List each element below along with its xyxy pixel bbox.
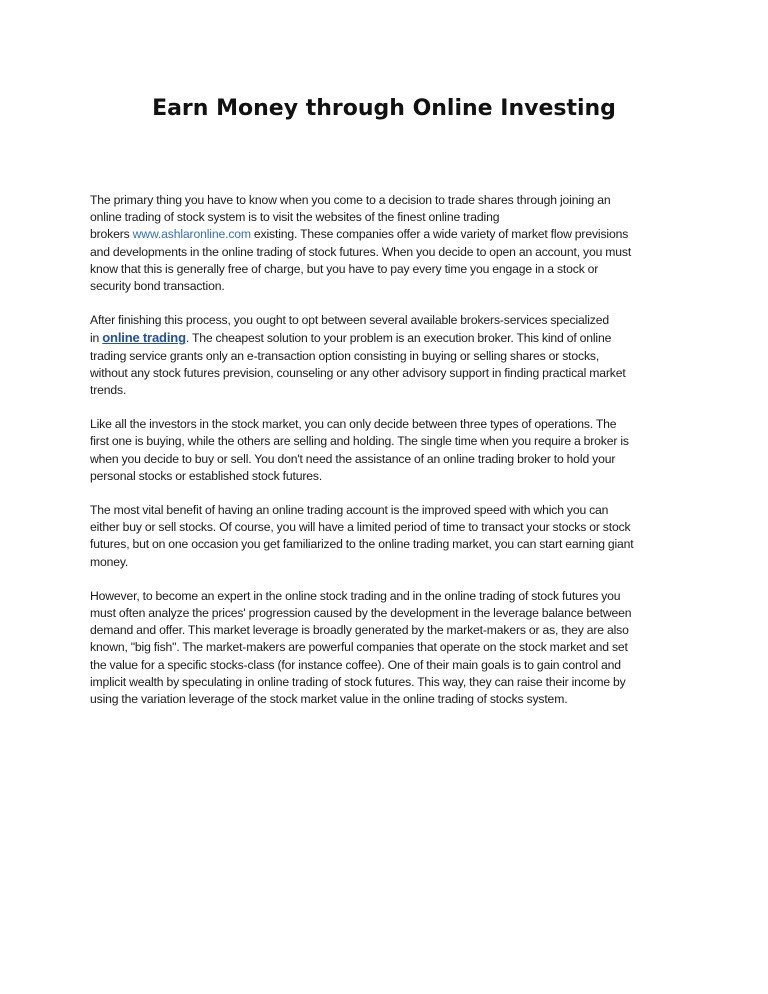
text-line: futures, but on one occasion you get familiarized to the online trading market, you can start earning giant: [90, 537, 634, 552]
text-segment: brokers: [90, 227, 133, 242]
text-line: money.: [90, 554, 129, 569]
document-body: [90, 192, 682, 725]
text-line: know that this is generally free of charge, but you have to pay every time you engage in a stock or: [90, 261, 599, 276]
text-line: first one is buying, while the others are selling and holding. The single time when you require a broker is: [90, 434, 629, 449]
text-line: without any stock futures prevision, counseling or any other advisory support in finding practical market: [90, 365, 626, 380]
paragraph-1: [90, 192, 682, 295]
text-line: The most vital benefit of having an online trading account is the improved speed with which you can: [90, 503, 609, 518]
text-line: However, to become an expert in the online stock trading and in the online trading of stock futures you: [90, 588, 621, 603]
paragraph-3: [90, 416, 682, 485]
text-line: The primary thing you have to know when you come to a decision to trade shares through joining an: [90, 193, 611, 207]
text-line: [90, 226, 682, 243]
paragraph-2: [90, 312, 682, 399]
text-segment: . The cheapest solution to your problem is an execution broker. This kind of online: [185, 331, 612, 346]
text-line: when you decide to buy or sell. You don't need the assistance of an online trading broker to hold your: [90, 451, 616, 466]
text-line: known, "big fish". The market-makers are powerful companies that operate on the stock market and set: [90, 640, 628, 655]
text-line: [90, 329, 682, 347]
text-segment: in: [90, 331, 103, 346]
paragraph-5: [90, 588, 682, 708]
text-line: After finishing this process, you ought to opt between several available brokers-services specialized: [90, 313, 609, 328]
text-line: implicit wealth by speculating in online trading of stock futures. This way, they can raise their income by: [90, 674, 626, 689]
page-title: Earn Money through Online Investing: [152, 96, 616, 121]
text-line: security bond transaction.: [90, 279, 225, 294]
text-line: online trading of stock system is to visit the websites of the finest online trading: [90, 210, 500, 225]
text-line: and developments in the online trading of stock futures. When you decide to open an account, you must: [90, 244, 632, 259]
online-trading-link[interactable]: online trading: [102, 330, 186, 346]
paragraph-4: [90, 502, 682, 571]
text-line: trends.: [90, 383, 127, 398]
broker-url-link[interactable]: www.ashlaronline.com: [132, 227, 251, 242]
text-line: either buy or sell stocks. Of course, you will have a limited period of time to transact your stocks or stock: [90, 520, 631, 535]
text-line: demand and offer. This market leverage is broadly generated by the market-makers or as, they are also: [90, 623, 629, 638]
text-segment: existing. These companies offer a wide variety of market flow previsions: [250, 227, 629, 242]
text-line: personal stocks or established stock futures.: [90, 468, 323, 483]
text-line: using the variation leverage of the stock market value in the online trading of stocks system.: [90, 692, 568, 707]
text-line: trading service grants only an e-transaction option consisting in buying or selling shares or stocks,: [90, 348, 600, 363]
text-line: the value for a specific stocks-class (for instance coffee). One of their main goals is to gain control and: [90, 657, 621, 672]
text-line: must often analyze the prices' progression caused by the development in the leverage balance between: [90, 606, 632, 621]
text-line: Like all the investors in the stock market, you can only decide between three types of operations. The: [90, 417, 617, 432]
